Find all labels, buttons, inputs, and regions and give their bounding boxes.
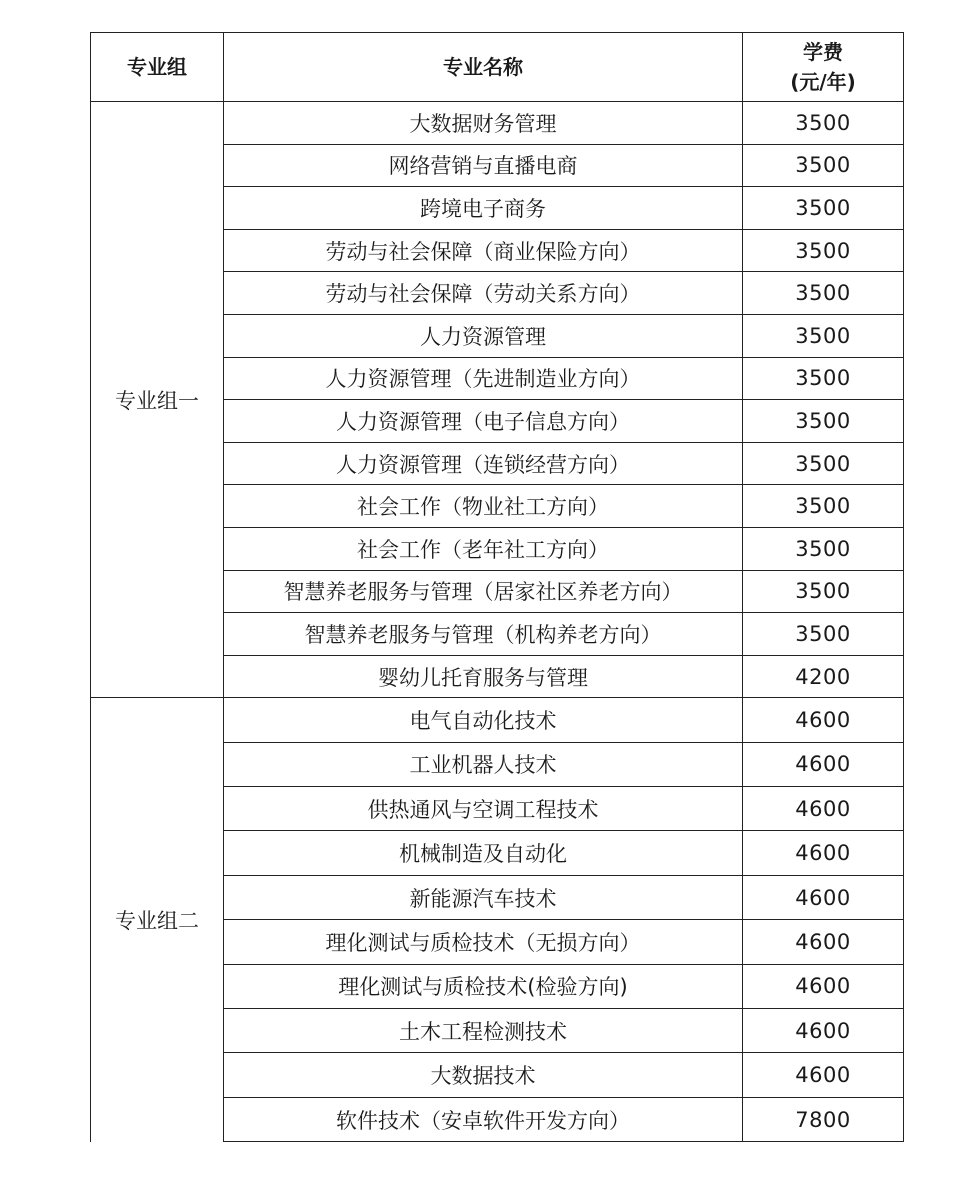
fee-cell: 3500 — [743, 272, 904, 315]
fee-cell: 3500 — [743, 613, 904, 656]
header-fee-line1: 学费 — [803, 40, 843, 64]
fee-cell: 3500 — [743, 570, 904, 613]
fee-cell: 3500 — [743, 144, 904, 187]
fee-cell: 3500 — [743, 229, 904, 272]
fee-cell: 4600 — [743, 964, 904, 1008]
major-name-cell: 机械制造及自动化 — [224, 831, 743, 875]
major-name-cell: 大数据财务管理 — [224, 102, 743, 145]
fee-cell: 3500 — [743, 400, 904, 443]
header-fee — [743, 33, 904, 102]
fee-cell: 3500 — [743, 442, 904, 485]
fee-cell: 4600 — [743, 1009, 904, 1053]
major-name-cell: 智慧养老服务与管理（居家社区养老方向） — [224, 570, 743, 613]
fee-cell: 4600 — [743, 831, 904, 875]
major-name-cell: 智慧养老服务与管理（机构养老方向） — [224, 613, 743, 656]
fee-cell: 7800 — [743, 1097, 904, 1141]
fee-cell: 3500 — [743, 527, 904, 570]
major-name-cell: 网络营销与直播电商 — [224, 144, 743, 187]
fee-cell: 4600 — [743, 787, 904, 831]
major-name-cell: 新能源汽车技术 — [224, 875, 743, 919]
major-name-cell: 人力资源管理（先进制造业方向） — [224, 357, 743, 400]
fee-cell: 3500 — [743, 314, 904, 357]
major-name-cell: 社会工作（老年社工方向） — [224, 527, 743, 570]
major-name-cell: 软件技术（安卓软件开发方向） — [224, 1097, 743, 1141]
header-group: 专业组 — [91, 33, 224, 102]
fee-cell: 4600 — [743, 920, 904, 964]
fee-cell: 4600 — [743, 875, 904, 919]
major-name-cell: 社会工作（物业社工方向） — [224, 485, 743, 528]
major-name-cell: 大数据技术 — [224, 1053, 743, 1097]
header-fee-line2: (元/年) — [790, 70, 856, 94]
fee-cell: 4600 — [743, 698, 904, 742]
major-name-cell: 人力资源管理（连锁经营方向） — [224, 442, 743, 485]
major-name-cell: 工业机器人技术 — [224, 742, 743, 786]
major-name-cell: 婴幼儿托育服务与管理 — [224, 655, 743, 698]
major-name-cell: 劳动与社会保障（劳动关系方向） — [224, 272, 743, 315]
major-name-cell: 劳动与社会保障（商业保险方向） — [224, 229, 743, 272]
table-row — [91, 102, 904, 145]
major-name-cell: 供热通风与空调工程技术 — [224, 787, 743, 831]
fee-cell: 4600 — [743, 1053, 904, 1097]
fee-cell: 3500 — [743, 102, 904, 145]
header-row — [91, 33, 904, 102]
table-row — [91, 698, 904, 742]
group-name-cell: 专业组二 — [91, 698, 224, 1142]
major-name-cell: 人力资源管理 — [224, 314, 743, 357]
group-name-cell: 专业组一 — [91, 102, 224, 698]
fee-cell: 4600 — [743, 742, 904, 786]
major-name-cell: 跨境电子商务 — [224, 187, 743, 230]
major-name-cell: 理化测试与质检技术(检验方向) — [224, 964, 743, 1008]
major-name-cell: 人力资源管理（电子信息方向） — [224, 400, 743, 443]
fee-cell: 3500 — [743, 485, 904, 528]
major-name-cell: 土木工程检测技术 — [224, 1009, 743, 1053]
header-major: 专业名称 — [224, 33, 743, 102]
fee-cell: 4200 — [743, 655, 904, 698]
major-name-cell: 电气自动化技术 — [224, 698, 743, 742]
fee-cell: 3500 — [743, 187, 904, 230]
fee-cell: 3500 — [743, 357, 904, 400]
table-body — [91, 102, 904, 1142]
major-name-cell: 理化测试与质检技术（无损方向） — [224, 920, 743, 964]
tuition-table — [90, 32, 904, 1142]
